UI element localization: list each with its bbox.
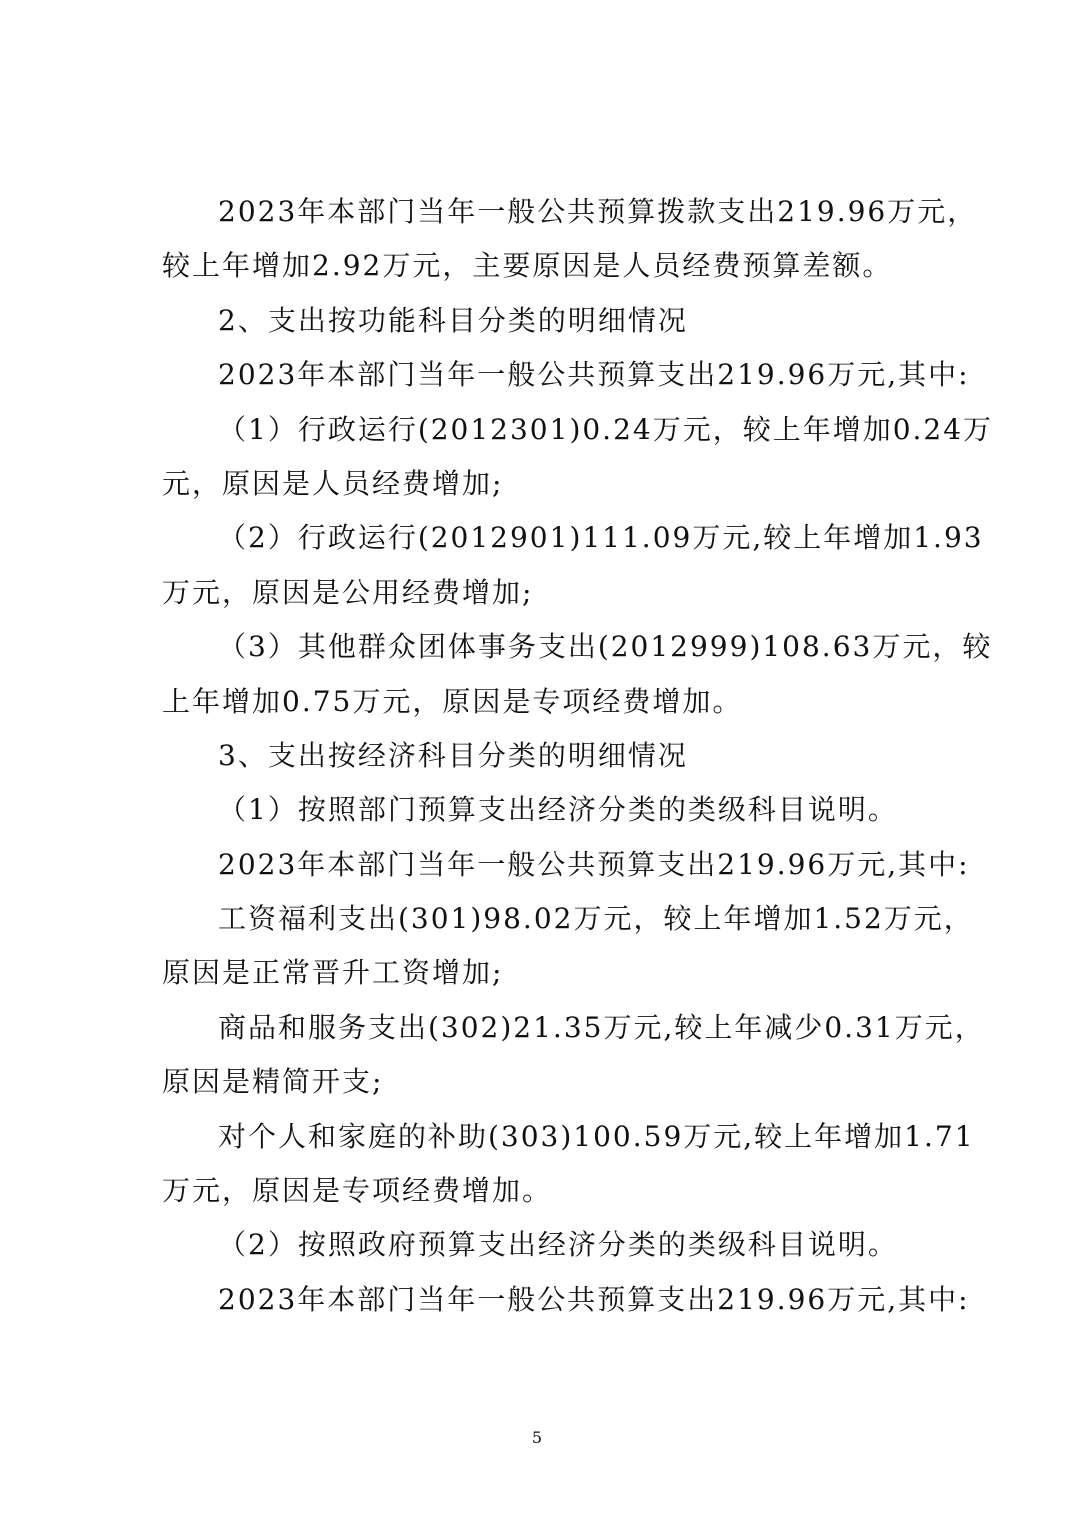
- paragraph-line: （1）行政运行(2012301)0.24万元，较上年增加0.24万: [218, 412, 994, 446]
- paragraph-line: 元，原因是人员经费增加;: [162, 466, 504, 500]
- paragraph-line: 商品和服务支出(302)21.35万元,较上年减少0.31万元，: [218, 1010, 985, 1044]
- paragraph-line: 2023年本部门当年一般公共预算支出219.96万元,其中:: [218, 1282, 970, 1316]
- subsection-heading: （1）按照部门预算支出经济分类的类级科目说明。: [218, 793, 898, 827]
- document-body: [162, 185, 994, 1327]
- paragraph-line: 原因是精简开支;: [162, 1065, 384, 1099]
- paragraph-line: （3）其他群众团体事务支出(2012999)108.63万元，较: [218, 630, 993, 664]
- paragraph-line: 较上年增加2.92万元，主要原因是人员经费预算差额。: [162, 249, 893, 283]
- paragraph-line: 2023年本部门当年一般公共预算支出219.96万元,其中:: [218, 847, 970, 881]
- subsection-heading: （2）按照政府预算支出经济分类的类级科目说明。: [218, 1228, 898, 1262]
- paragraph-line: 上年增加0.75万元，原因是专项经费增加。: [162, 684, 743, 718]
- page-number: 5: [531, 1428, 543, 1447]
- paragraph-line: 原因是正常晋升工资增加;: [162, 956, 504, 990]
- paragraph-line: 2023年本部门当年一般公共预算支出219.96万元,其中:: [218, 358, 970, 392]
- paragraph-line: 万元，原因是公用经费增加;: [162, 575, 534, 609]
- section-heading: 2、支出按功能科目分类的明细情况: [218, 303, 688, 337]
- paragraph-line: 2023年本部门当年一般公共预算拨款支出219.96万元，: [218, 195, 978, 228]
- paragraph-line: （2）行政运行(2012901)111.09万元,较上年增加1.93: [218, 521, 984, 555]
- paragraph-line: 对个人和家庭的补助(303)100.59万元,较上年增加1.71: [218, 1119, 975, 1153]
- paragraph-line: 工资福利支出(301)98.02万元，较上年增加1.52万元，: [218, 902, 974, 936]
- paragraph-line: 万元，原因是专项经费增加。: [162, 1174, 553, 1208]
- section-heading: 3、支出按经济科目分类的明细情况: [218, 738, 688, 772]
